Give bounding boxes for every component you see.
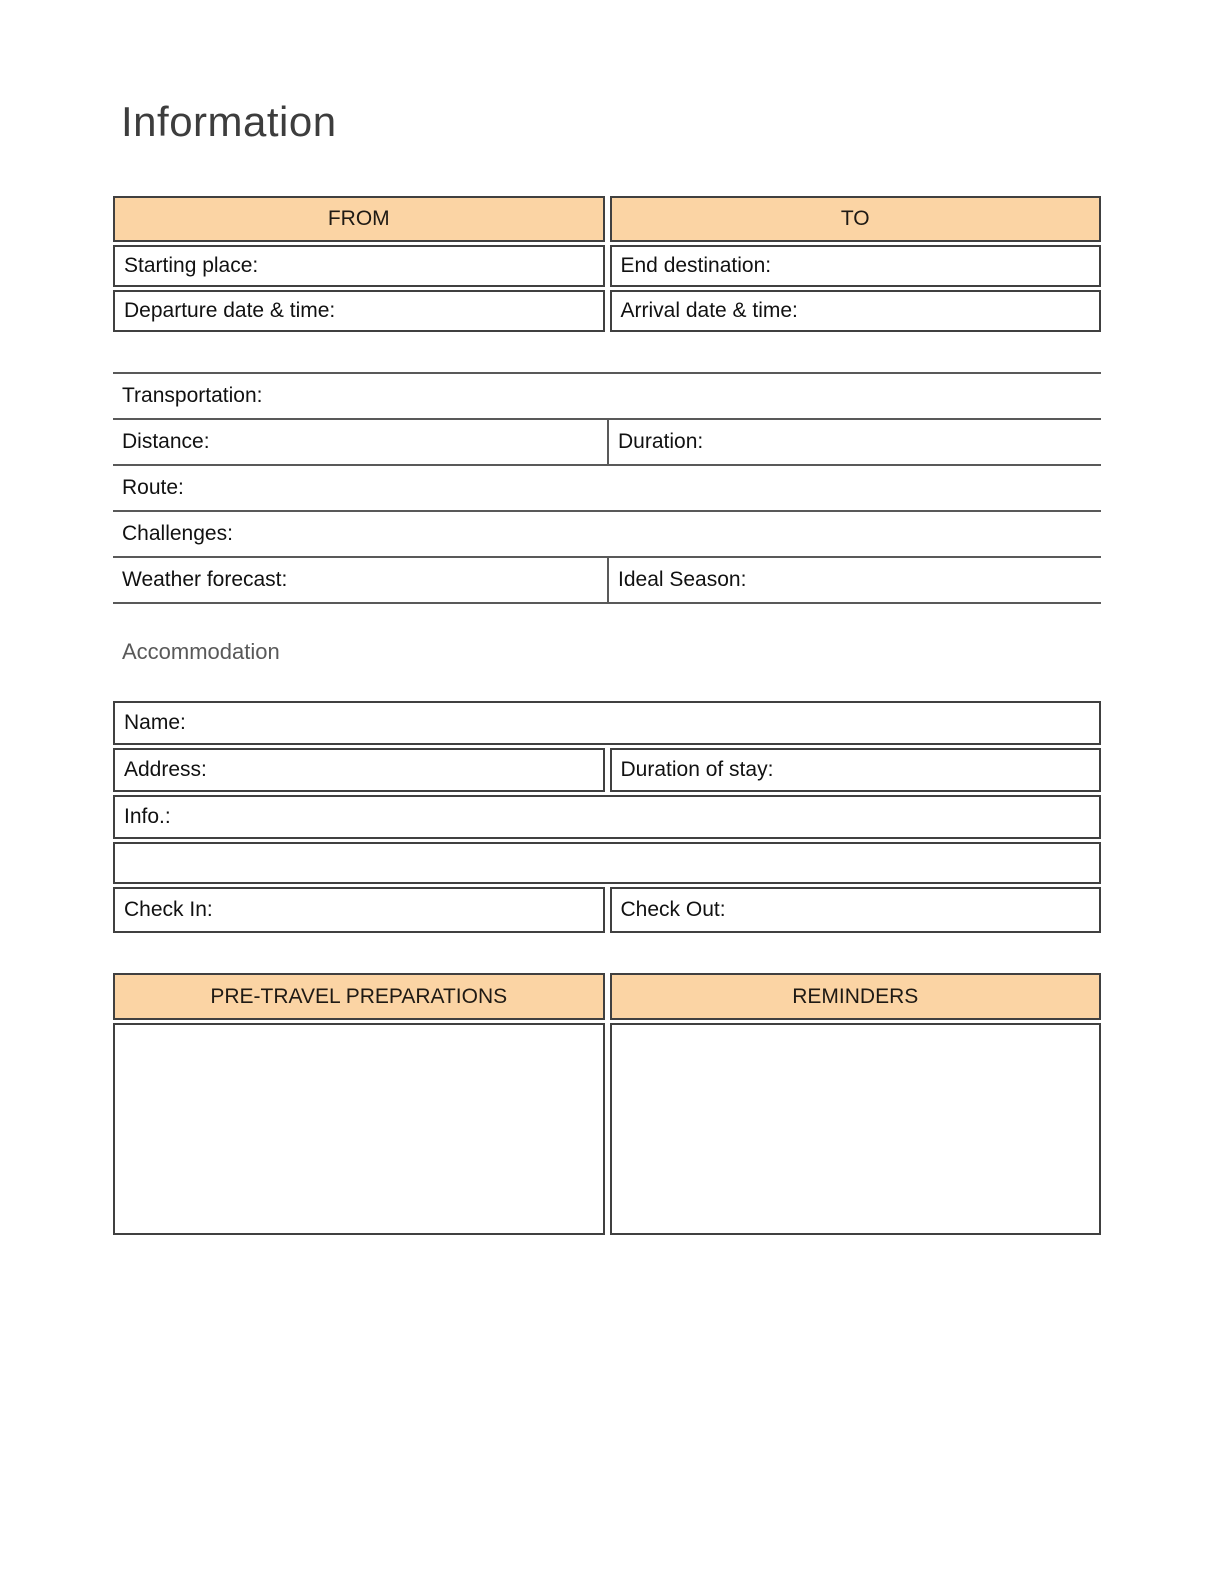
duration-label: Duration: — [618, 430, 704, 453]
prep-reminders-table — [113, 973, 1101, 1235]
accommodation-extra-field[interactable] — [113, 842, 1101, 884]
accommodation-table — [113, 701, 1101, 933]
route-details-section — [113, 372, 1101, 604]
departure-datetime-field[interactable] — [113, 290, 605, 332]
check-in-field[interactable] — [113, 887, 605, 933]
duration-of-stay-field[interactable] — [610, 748, 1102, 792]
check-in-label: Check In: — [124, 898, 213, 921]
pre-travel-preparations-field[interactable] — [113, 1023, 605, 1235]
distance-label: Distance: — [122, 430, 210, 453]
departure-datetime-label: Departure date & time: — [124, 299, 336, 322]
duration-field[interactable] — [607, 420, 1101, 464]
reminders-field[interactable] — [610, 1023, 1102, 1235]
transportation-row — [113, 374, 1101, 420]
challenges-label: Challenges: — [122, 522, 233, 545]
arrival-datetime-label: Arrival date & time: — [620, 299, 798, 322]
weather-forecast-field[interactable] — [113, 558, 607, 602]
from-to-table — [113, 196, 1101, 332]
end-destination-label: End destination: — [620, 254, 772, 277]
distance-duration-row — [113, 420, 1101, 466]
transportation-label: Transportation: — [122, 384, 263, 407]
route-label: Route: — [122, 476, 184, 499]
arrival-datetime-field[interactable] — [610, 290, 1102, 332]
pre-travel-preparations-header-cell: PRE-TRAVEL PREPARATIONS — [113, 973, 605, 1020]
accommodation-section-label: Accommodation — [122, 639, 280, 664]
starting-place-label: Starting place: — [124, 254, 259, 277]
address-field[interactable] — [113, 748, 605, 792]
accommodation-name-label: Name: — [124, 711, 186, 734]
transportation-field[interactable] — [113, 374, 1101, 418]
weather-season-row — [113, 558, 1101, 604]
info-field[interactable] — [113, 795, 1101, 839]
challenges-row — [113, 512, 1101, 558]
accommodation-name-field[interactable] — [113, 701, 1101, 745]
reminders-header-cell: REMINDERS — [610, 973, 1102, 1020]
ideal-season-field[interactable] — [607, 558, 1101, 602]
info-label: Info.: — [124, 805, 171, 828]
check-out-label: Check Out: — [620, 898, 726, 921]
end-destination-field[interactable] — [610, 245, 1102, 287]
check-out-field[interactable] — [610, 887, 1102, 933]
challenges-field[interactable] — [113, 512, 1101, 556]
route-row — [113, 466, 1101, 512]
distance-field[interactable] — [113, 420, 607, 464]
weather-forecast-label: Weather forecast: — [122, 568, 288, 591]
to-header-cell: TO — [610, 196, 1102, 242]
address-label: Address: — [124, 758, 207, 781]
ideal-season-label: Ideal Season: — [618, 568, 747, 591]
route-field[interactable] — [113, 466, 1101, 510]
duration-of-stay-label: Duration of stay: — [620, 758, 774, 781]
from-header-cell: FROM — [113, 196, 605, 242]
page-title: Information — [121, 98, 337, 145]
starting-place-field[interactable] — [113, 245, 605, 287]
